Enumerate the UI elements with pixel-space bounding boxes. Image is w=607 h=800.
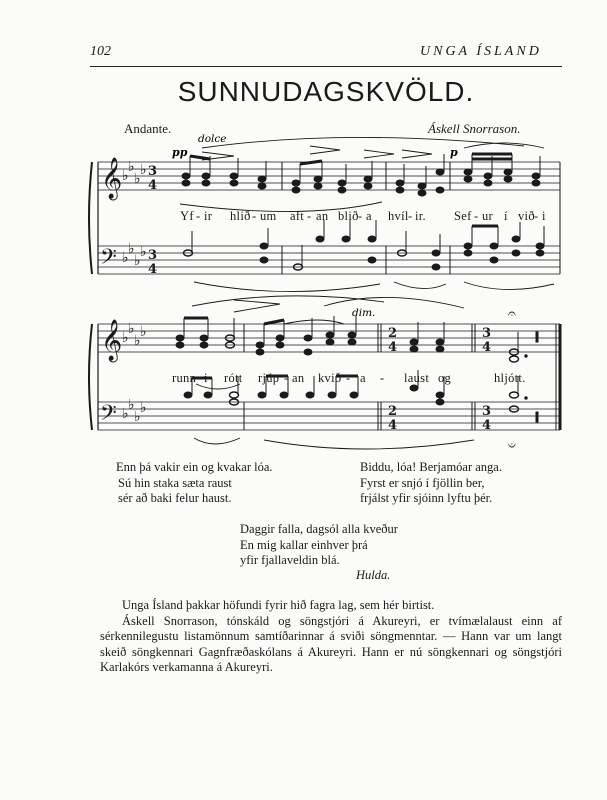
dynamic-p: p (450, 146, 458, 159)
tempo-marking: Andante. (124, 121, 172, 136)
svg-text:4: 4 (148, 262, 158, 277)
poem-stanza-3: Daggir falla, dagsól alla kveður En mig kallar einhver þrá yfir fjallaveldin blá. (240, 522, 398, 567)
dynamic-dim: dim. (352, 307, 376, 319)
dynamic-dolce: dolce (198, 133, 227, 145)
bass-clef-icon: 𝄢 (100, 245, 117, 275)
poem-stanza-2: Biddu, lóa! Berjamóar anga. Fyrst er snjó í fjöllin ber, frjálst yfir sjóinn lyftu þér. (360, 460, 502, 505)
dynamic-pp: pp (172, 146, 188, 159)
treble-clef-icon: 𝄞 (101, 158, 123, 199)
prose-paragraph-1: Unga Ísland þakkar höfundi fyrir hið fagra lag, sem hér birtist. (122, 598, 435, 612)
svg-text:𝄑: 𝄑 (508, 438, 516, 454)
svg-text:4: 4 (148, 178, 158, 193)
svg-text:4: 4 (482, 340, 492, 355)
poem-stanza-1: Enn þá vakir ein og kvakar lóa. Sú hin staka sæta raust sér að baki felur haust. (116, 460, 273, 505)
svg-text:3: 3 (482, 404, 492, 419)
svg-text:3: 3 (148, 248, 158, 263)
svg-text:𝄞: 𝄞 (101, 320, 123, 361)
editorial-note (100, 598, 562, 676)
svg-text:4: 4 (388, 418, 398, 433)
svg-text:4: 4 (388, 340, 398, 355)
svg-text:2: 2 (388, 326, 398, 341)
svg-text:4: 4 (482, 418, 492, 433)
svg-text:𝄐: 𝄐 (508, 306, 516, 322)
running-header: UNGA ÍSLAND (420, 44, 542, 59)
svg-text:2: 2 (388, 404, 398, 419)
prose-paragraph-2: Áskell Snorrason, tónskáld og söngstjóri á Akureyri, er tvímælalaust einn af sérkennilegustu listamönnum samtíðarinnar á sviði söngmenntar. — Hann var um langt skeið söngkennari Gagnfræðaskólans á Akureyri. Hann er nú söngkennari og söngstjóri Karlakórs verkamanna á Akureyri. (100, 613, 562, 675)
header-rule (90, 66, 562, 67)
page-number: 102 (90, 44, 111, 59)
poem-author: Hulda. (356, 568, 391, 582)
composer-credit: Áskell Snorrason. (428, 121, 521, 136)
lyrics-line-2: runn- i rótt rjúp - an kvið - a - laust og hljótt. (172, 371, 526, 385)
svg-text:3: 3 (482, 326, 492, 341)
svg-text:𝄢: 𝄢 (100, 401, 117, 431)
song-title: SUNNUDAGSKVÖLD. (177, 76, 475, 107)
sheet-music: ♭ ♭ ♭ ♭ 𝄞 𝄢 3 4 3 4 pp dolce p Yf - ir hlið- um aft - an blið- a hvíl- ir. Sef - ur í við- i 𝄞 𝄢 2 4 2 4 3 4 3 4 𝄐 𝄑 dim. runn- i rótt rjúp - an kvið - a - laust og hljótt. (84, 128, 574, 458)
svg-text:3: 3 (148, 164, 158, 179)
lyrics-line-1: Yf - ir hlið- um aft - an blið- a hvíl- ir. Sef - ur í við- i (180, 209, 546, 223)
